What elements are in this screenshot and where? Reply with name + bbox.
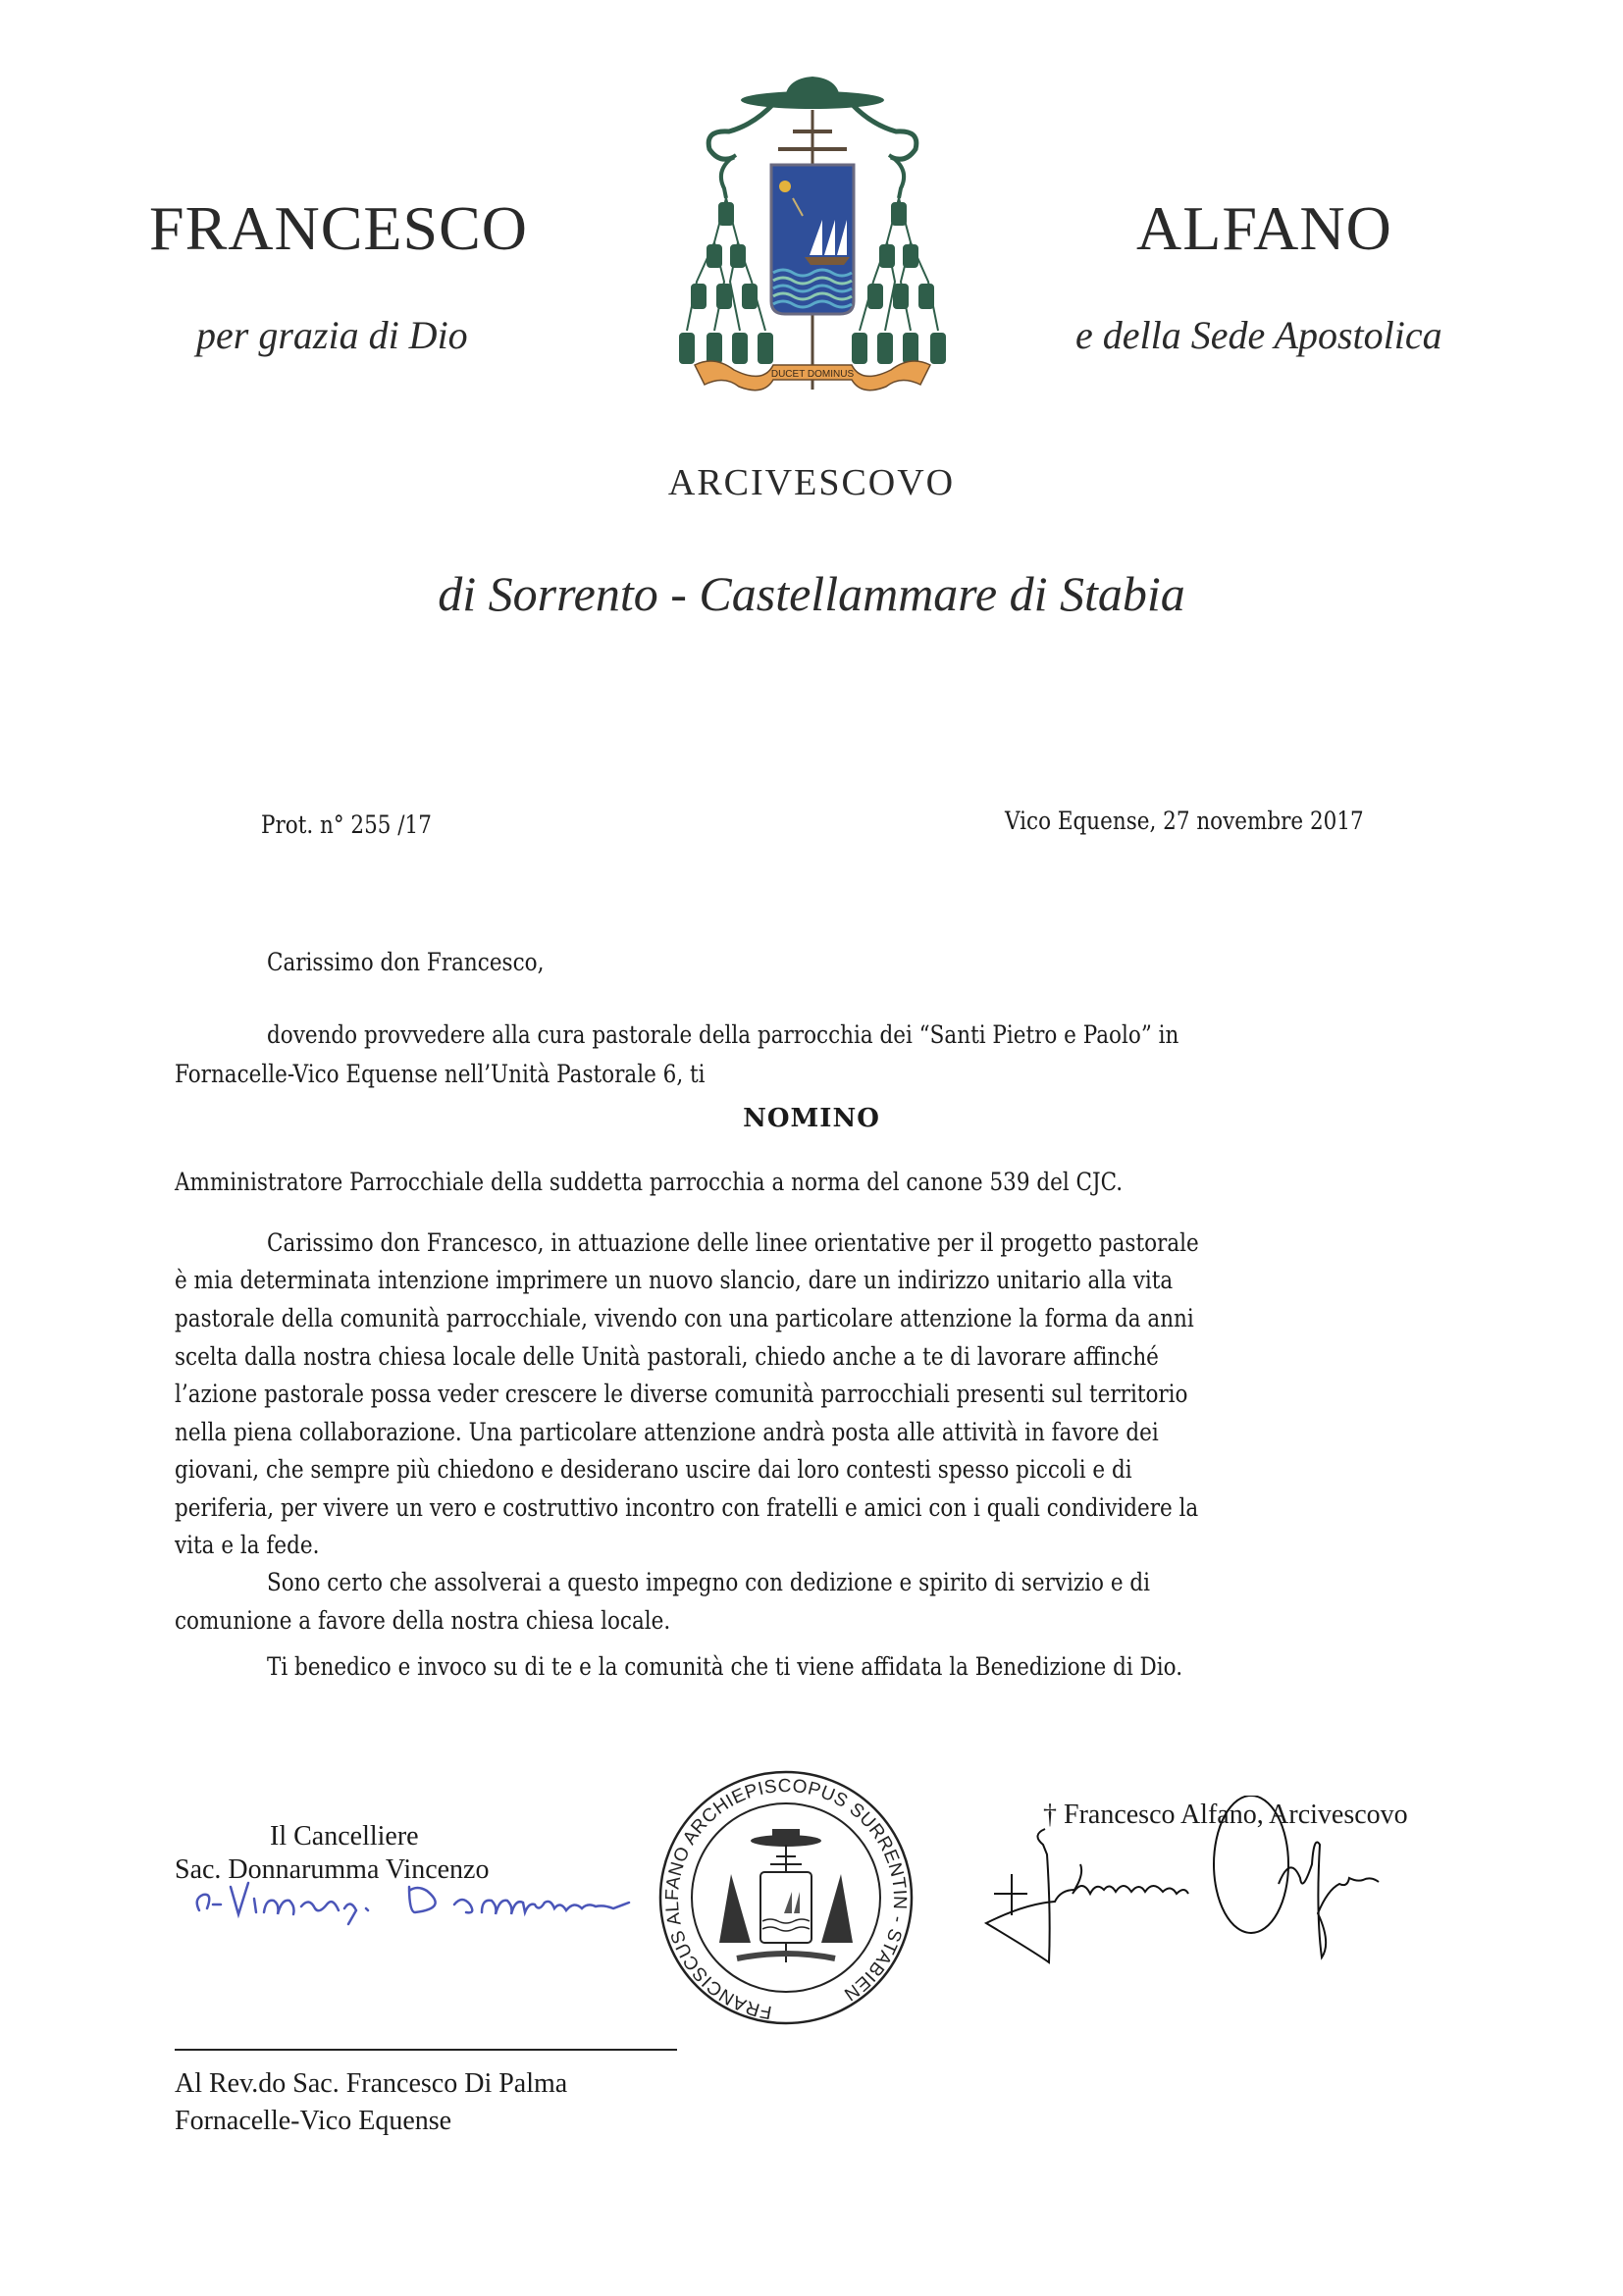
- paragraph2-line-1: Carissimo don Francesco, in attuazione delle linee orientative per il progetto pastorale: [267, 1228, 1199, 1257]
- paragraph3-line-2: comunione a favore della nostra chiesa locale.: [175, 1606, 671, 1635]
- recipient-line-2: Fornacelle-Vico Equense: [175, 2106, 452, 2136]
- closing-blessing: Ti benedico e invoco su di te e la comunità che ti viene affidata la Benedizione di Dio.: [267, 1652, 1183, 1681]
- paragraph3-line-1: Sono certo che assolverai a questo impegno con dedizione e spirito di servizio e di: [267, 1568, 1151, 1596]
- archbishop-signature-icon: [967, 1796, 1428, 1972]
- recipient-divider: [175, 2049, 677, 2051]
- letterhead-right-subtitle: e della Sede Apostolica: [1075, 313, 1442, 357]
- letterhead-first-name: FRANCESCO: [149, 193, 528, 263]
- recipient-line-1: Al Rev.do Sac. Francesco Di Palma: [175, 2068, 568, 2099]
- intro-line-2: Fornacelle-Vico Equense nell’Unità Pastorale 6, ti: [175, 1060, 706, 1088]
- archdiocese-seal-icon: [653, 1766, 919, 2029]
- paragraph2-line-5: l’azione pastorale possa veder crescere le diverse comunità parrocchiali presenti sul territorio: [175, 1380, 1188, 1408]
- coat-of-arms-icon: [675, 71, 950, 414]
- paragraph2-line-2: è mia determinata intenzione imprimere un nuovo slancio, dare un indirizzo unitario alla vita: [175, 1266, 1174, 1294]
- protocol-number: Prot. n° 255 /17: [261, 810, 432, 839]
- chancellor-name: Sac. Donnarumma Vincenzo: [175, 1854, 490, 1885]
- paragraph2-line-4: scelta dalla nostra chiesa locale delle Unità pastorali, chiedo anche a te di lavorare affinché: [175, 1342, 1159, 1371]
- place-date: Vico Equense, 27 novembre 2017: [1005, 807, 1364, 835]
- motto-text: DUCET DOMINUS: [770, 369, 855, 380]
- decree-heading: NOMINO: [743, 1104, 880, 1133]
- chancellor-title: Il Cancelliere: [270, 1821, 419, 1852]
- chancellor-signature-icon: [191, 1869, 633, 1928]
- paragraph2-line-7: giovani, che sempre più chiedono e desiderano uscire dai loro contesti spesso piccoli e di: [175, 1455, 1132, 1484]
- archbishop-name: † Francesco Alfano, Arcivescovo: [1043, 1800, 1408, 1830]
- paragraph2-line-3: pastorale della comunità parrocchiale, vivendo con una particolare attenzione la forma da anni: [175, 1304, 1194, 1332]
- paragraph2-line-9: vita e la fede.: [175, 1531, 320, 1559]
- salutation: Carissimo don Francesco,: [267, 948, 545, 976]
- appointment-line: Amministratore Parrocchiale della suddetta parrocchia a norma del canone 539 del CJC.: [175, 1168, 1124, 1196]
- paragraph2-line-8: periferia, per vivere un vero e costruttivo incontro con fratelli e amici con i quali condividere la: [175, 1493, 1199, 1522]
- letterhead-left-subtitle: per grazia di Dio: [196, 313, 468, 357]
- letterhead-diocese: di Sorrento - Castellammare di Stabia: [438, 566, 1185, 621]
- letterhead-last-name: ALFANO: [1136, 193, 1392, 263]
- paragraph2-line-6: nella piena collaborazione. Una particolare attenzione andrà posta alle attività in favore dei: [175, 1418, 1159, 1446]
- seal-text: FRANCISCUS ALFANO ARCHIEPISCOPUS SURRENTIN - STABIEN: [661, 1775, 911, 2023]
- intro-line-1: dovendo provvedere alla cura pastorale della parrocchia dei “Santi Pietro e Paolo” in: [267, 1020, 1179, 1049]
- letterhead-title: ARCIVESCOVO: [667, 462, 956, 503]
